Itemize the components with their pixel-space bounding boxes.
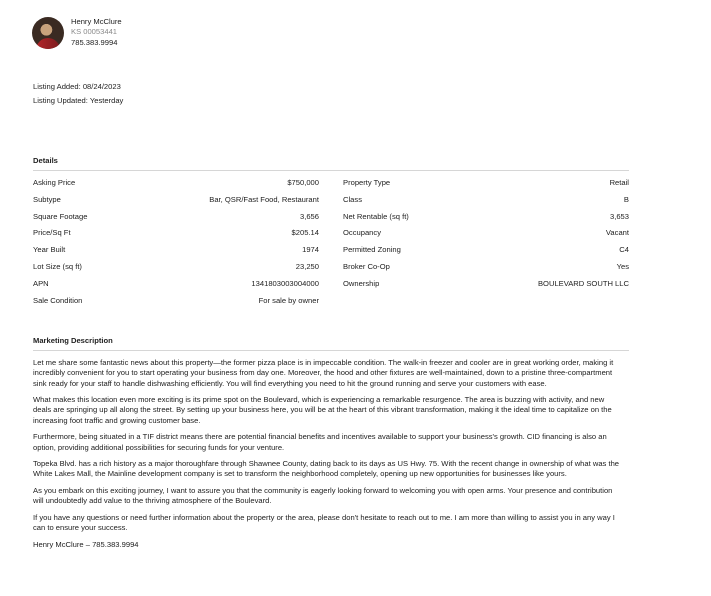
detail-label: Sale Condition [33,295,83,305]
details-right-column [343,178,629,296]
detail-value: Vacant [605,228,629,238]
detail-row [33,178,319,195]
detail-label: Class [343,194,362,204]
detail-label: Square Footage [33,211,88,221]
detail-row [343,245,629,262]
detail-value: For sale by owner [258,295,319,305]
detail-value: C4 [619,245,629,255]
detail-label: Ownership [343,278,380,288]
listing-added: Listing Added: 08/24/2023 [33,82,121,91]
description-paragraph: As you embark on this exciting journey, I want to assure you that the community is eagerly looking forward to welcoming you with open arms. Your presence and contribution will undoubtedly add value to the thriving atmosphere of the Boulevard. [33,486,613,506]
detail-label: Year Built [33,245,66,255]
details-title: Details [33,156,58,165]
detail-row [33,212,319,229]
detail-label: Asking Price [33,178,76,187]
detail-value: $205.14 [291,228,319,238]
detail-row [343,228,629,245]
detail-row [343,178,629,195]
detail-label: Net Rentable (sq ft) [343,211,409,221]
detail-value: 3,656 [299,211,319,221]
description-paragraph: Topeka Blvd. has a rich history as a major thoroughfare through Shawnee County, dating back to its days as US Hwy. 75. With the recent change in ownership of what was the White Lakes Mall, the Mainline development company is set to transform the neighborhood completely, opening up new opportunities for businesses like yours. [33,459,620,479]
agent-card [32,17,122,49]
details-left-column [33,178,319,312]
detail-label: Property Type [343,178,391,187]
listing-dates [33,82,123,111]
detail-label: Lot Size (sq ft) [33,261,82,271]
description-paragraph: Furthermore, being situated in a TIF district means there are potential financial benefits and incentives available to support your business's growth. CID financing is also an option, providing additional possibilities for securing funds for your venture. [33,432,607,452]
marketing-title: Marketing Description [33,336,113,345]
detail-row [33,195,319,212]
detail-value: $750,000 [287,178,319,187]
detail-value: Yes [616,261,629,271]
details-divider [33,170,629,171]
avatar[interactable] [32,17,64,49]
agent-license: KS 00053441 [71,27,118,37]
detail-label: Permitted Zoning [343,245,401,255]
detail-value: 3,653 [609,211,629,221]
detail-row [33,296,319,313]
detail-row [343,212,629,229]
marketing-description [33,358,623,550]
detail-row [343,262,629,279]
detail-label: Subtype [33,194,61,204]
detail-row [33,279,319,296]
detail-value: 1974 [302,245,319,255]
detail-row [33,262,319,279]
detail-label: APN [33,278,49,288]
listing-updated: Listing Updated: Yesterday [33,96,124,106]
agent-name[interactable]: Henry McClure [71,17,122,26]
detail-label: Occupancy [343,228,381,238]
detail-row [343,279,629,296]
detail-value: B [623,194,629,204]
detail-label: Broker Co-Op [343,261,390,271]
detail-value: 1341803003004000 [251,278,319,288]
detail-value: BOULEVARD SOUTH LLC [537,278,629,288]
detail-value: Bar, QSR/Fast Food, Restaurant [209,194,319,204]
signature: Henry McClure – 785.383.9994 [33,539,139,549]
detail-row [33,228,319,245]
detail-row [343,195,629,212]
description-paragraph: If you have any questions or need further information about the property or the area, please don't hesitate to reach out to me. I am more than willing to assist you in any way I can to ensure your success. [33,512,615,533]
detail-row [33,245,319,262]
marketing-divider [33,350,629,351]
detail-value: 23,250 [295,261,319,271]
agent-phone[interactable]: 785.383.9994 [71,37,118,47]
description-paragraph: Let me share some fantastic news about this property—the former pizza place is in impeccable condition. The walk-in freezer and cooler are in great working order, making it incredibly convenient for you to start operating your business from day one. Moreover, the hood and other fixtures are well-maintained, down to a pristine three-compartment sink ready for your staff to handle dishwashing efficiently. You will find everything you need to hit the ground running and serve your customers with ease. [33,358,614,388]
description-paragraph: What makes this location even more exciting is its prime spot on the Boulevard, which is experiencing a remarkable resurgence. The area is buzzing with activity, and new deals are springing up all along the street. By setting up your business here, you will be at the heart of this vibrant transformation, making it the ideal time to capitalize on the increasing foot traffic and growing customer base. [33,395,612,425]
detail-label: Price/Sq Ft [33,228,71,238]
detail-value: Retail [609,178,629,187]
